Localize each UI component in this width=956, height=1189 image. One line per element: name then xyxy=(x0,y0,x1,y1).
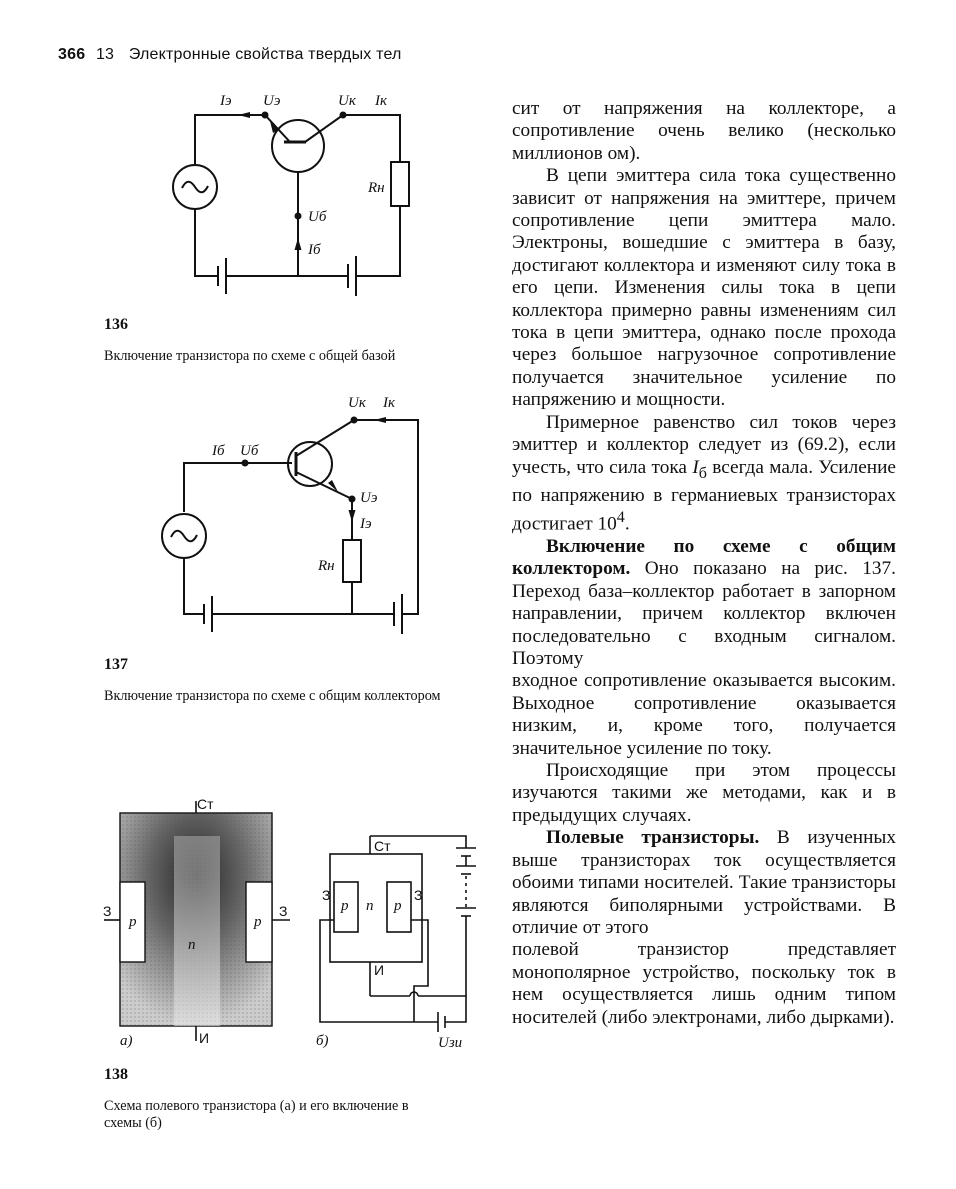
fig137-label-ue: Uэ xyxy=(360,490,378,506)
paragraph-4-heading: Включение по схеме с общим коллектором. xyxy=(512,536,896,580)
fig137-label-rn: Rн xyxy=(318,558,335,574)
body-text-column xyxy=(512,98,896,1029)
figure-136-caption: Включение транзистора по схеме с общей базой xyxy=(104,348,396,364)
fig137-label-uk: Uк xyxy=(348,395,366,411)
fig138a-label-i: И xyxy=(199,1030,210,1046)
fig136-label-ie: Iэ xyxy=(220,93,232,109)
fig138b-label-st: Ст xyxy=(374,838,391,854)
running-header xyxy=(58,46,402,64)
figure-138-number: 138 xyxy=(104,1066,128,1083)
fig136-label-ib: Iб xyxy=(308,242,321,258)
page-number: 366 xyxy=(58,46,86,63)
fig137-label-ik: Iк xyxy=(383,395,396,411)
fig138a-label-z-left: З xyxy=(103,903,112,919)
fig136-label-rn: Rн xyxy=(368,180,385,196)
paragraph-3: Примерное равенство сил токов через эмиттер и коллектор следует из (69.2), если учесть, что сила тока $I_б$ всегда мала. Усиление по напряжению в германиевых транзисторах достигает $10^4$. xyxy=(512,411,896,535)
fig138a-label-st: Ст xyxy=(197,796,214,812)
paragraph-1: сит от напряжения на коллекторе, а сопротивление очень велико (несколько миллионов ом). xyxy=(512,98,896,164)
fig138b-label-p-right: р xyxy=(394,898,402,914)
figure-137-number: 137 xyxy=(104,656,128,673)
fig138a-label-z-right: З xyxy=(279,903,288,919)
paragraph-4: Включение по схеме с общим коллектором. Оно показано на рис. 137. Переход база–коллектор работает в запорном направлении, причем коллектор включен последовательно с входным сигналом. Поэтому xyxy=(512,536,896,670)
fig138a-panel-label: а) xyxy=(120,1033,133,1049)
paragraph-6-heading: Полевые транзисторы. xyxy=(546,827,760,849)
figure-136-circuit xyxy=(160,88,430,298)
figure-138-diagram xyxy=(98,796,498,1060)
paragraph-4-cont: входное сопротивление оказывается высоким. Выходное сопротивление оказывается низким, и, кроме того, получается значительное усиление по току. xyxy=(512,670,896,759)
fig138a-label-n: n xyxy=(188,937,196,953)
paragraph-5: Происходящие при этом процессы изучаются такими же методами, как и в предыдущих случаях. xyxy=(512,760,896,826)
paragraph-6-cont: полевой транзистор представляет монополярное устройство, поскольку ток в нем осуществляется лишь одним типом носителей (либо электронами, либо дырками). xyxy=(512,939,896,1028)
fig137-label-ie: Iэ xyxy=(360,516,372,532)
fig137-label-ub: Uб xyxy=(240,443,259,459)
fig138b-label-z-left: З xyxy=(322,887,331,903)
fig138b-label-z-right: З xyxy=(414,887,423,903)
fig138a-label-p-right: р xyxy=(254,914,262,930)
fig137-label-ib: Iб xyxy=(212,443,225,459)
fig138b-label-i: И xyxy=(374,962,385,978)
fig138b-label-uzi: Uзи xyxy=(438,1035,463,1051)
fig136-label-ub: Uб xyxy=(308,209,327,225)
fig138b-panel-label: б) xyxy=(316,1033,329,1049)
fig136-label-ue: Uэ xyxy=(263,93,281,109)
figure-138-caption: Схема полевого транзистора (а) и его включение в схемы (б) xyxy=(104,1098,409,1131)
fig136-label-ik: Iк xyxy=(375,93,388,109)
figure-137-circuit xyxy=(160,392,440,642)
paragraph-6: Полевые транзисторы. В изученных выше транзисторах ток осуществляется обоими типами носителей. Такие транзисторы являются биполярными устройствами. В отличие от этого xyxy=(512,827,896,938)
figure-138 xyxy=(98,796,498,1060)
figure-136-number: 136 xyxy=(104,316,128,333)
chapter-number: 13 xyxy=(95,46,115,63)
fig138b-label-n: n xyxy=(366,898,374,914)
chapter-title: Электронные свойства твердых тел xyxy=(128,46,402,63)
figure-137-caption: Включение транзистора по схеме с общим коллектором xyxy=(104,688,441,704)
fig138a-label-p-left: р xyxy=(129,914,137,930)
paragraph-2: В цепи эмиттера сила тока существенно зависит от напряжения на эмиттере, причем сопротивление цепи эмиттера мало. Электроны, вошедшие с эмиттера в базу, достигают коллектора и изменяют силу тока в его цепи. Изменения силы тока в цепи коллектора примерно равны изменениям сил тока в цепи эмиттера, однако после прохода через большое нагрузочное сопротивление получается значительное усиление по напряжению и мощности. xyxy=(512,165,896,411)
figure-136 xyxy=(160,88,430,298)
fig136-label-uk: Uк xyxy=(338,93,356,109)
figure-137 xyxy=(160,392,440,642)
fig138b-label-p-left: р xyxy=(341,898,349,914)
